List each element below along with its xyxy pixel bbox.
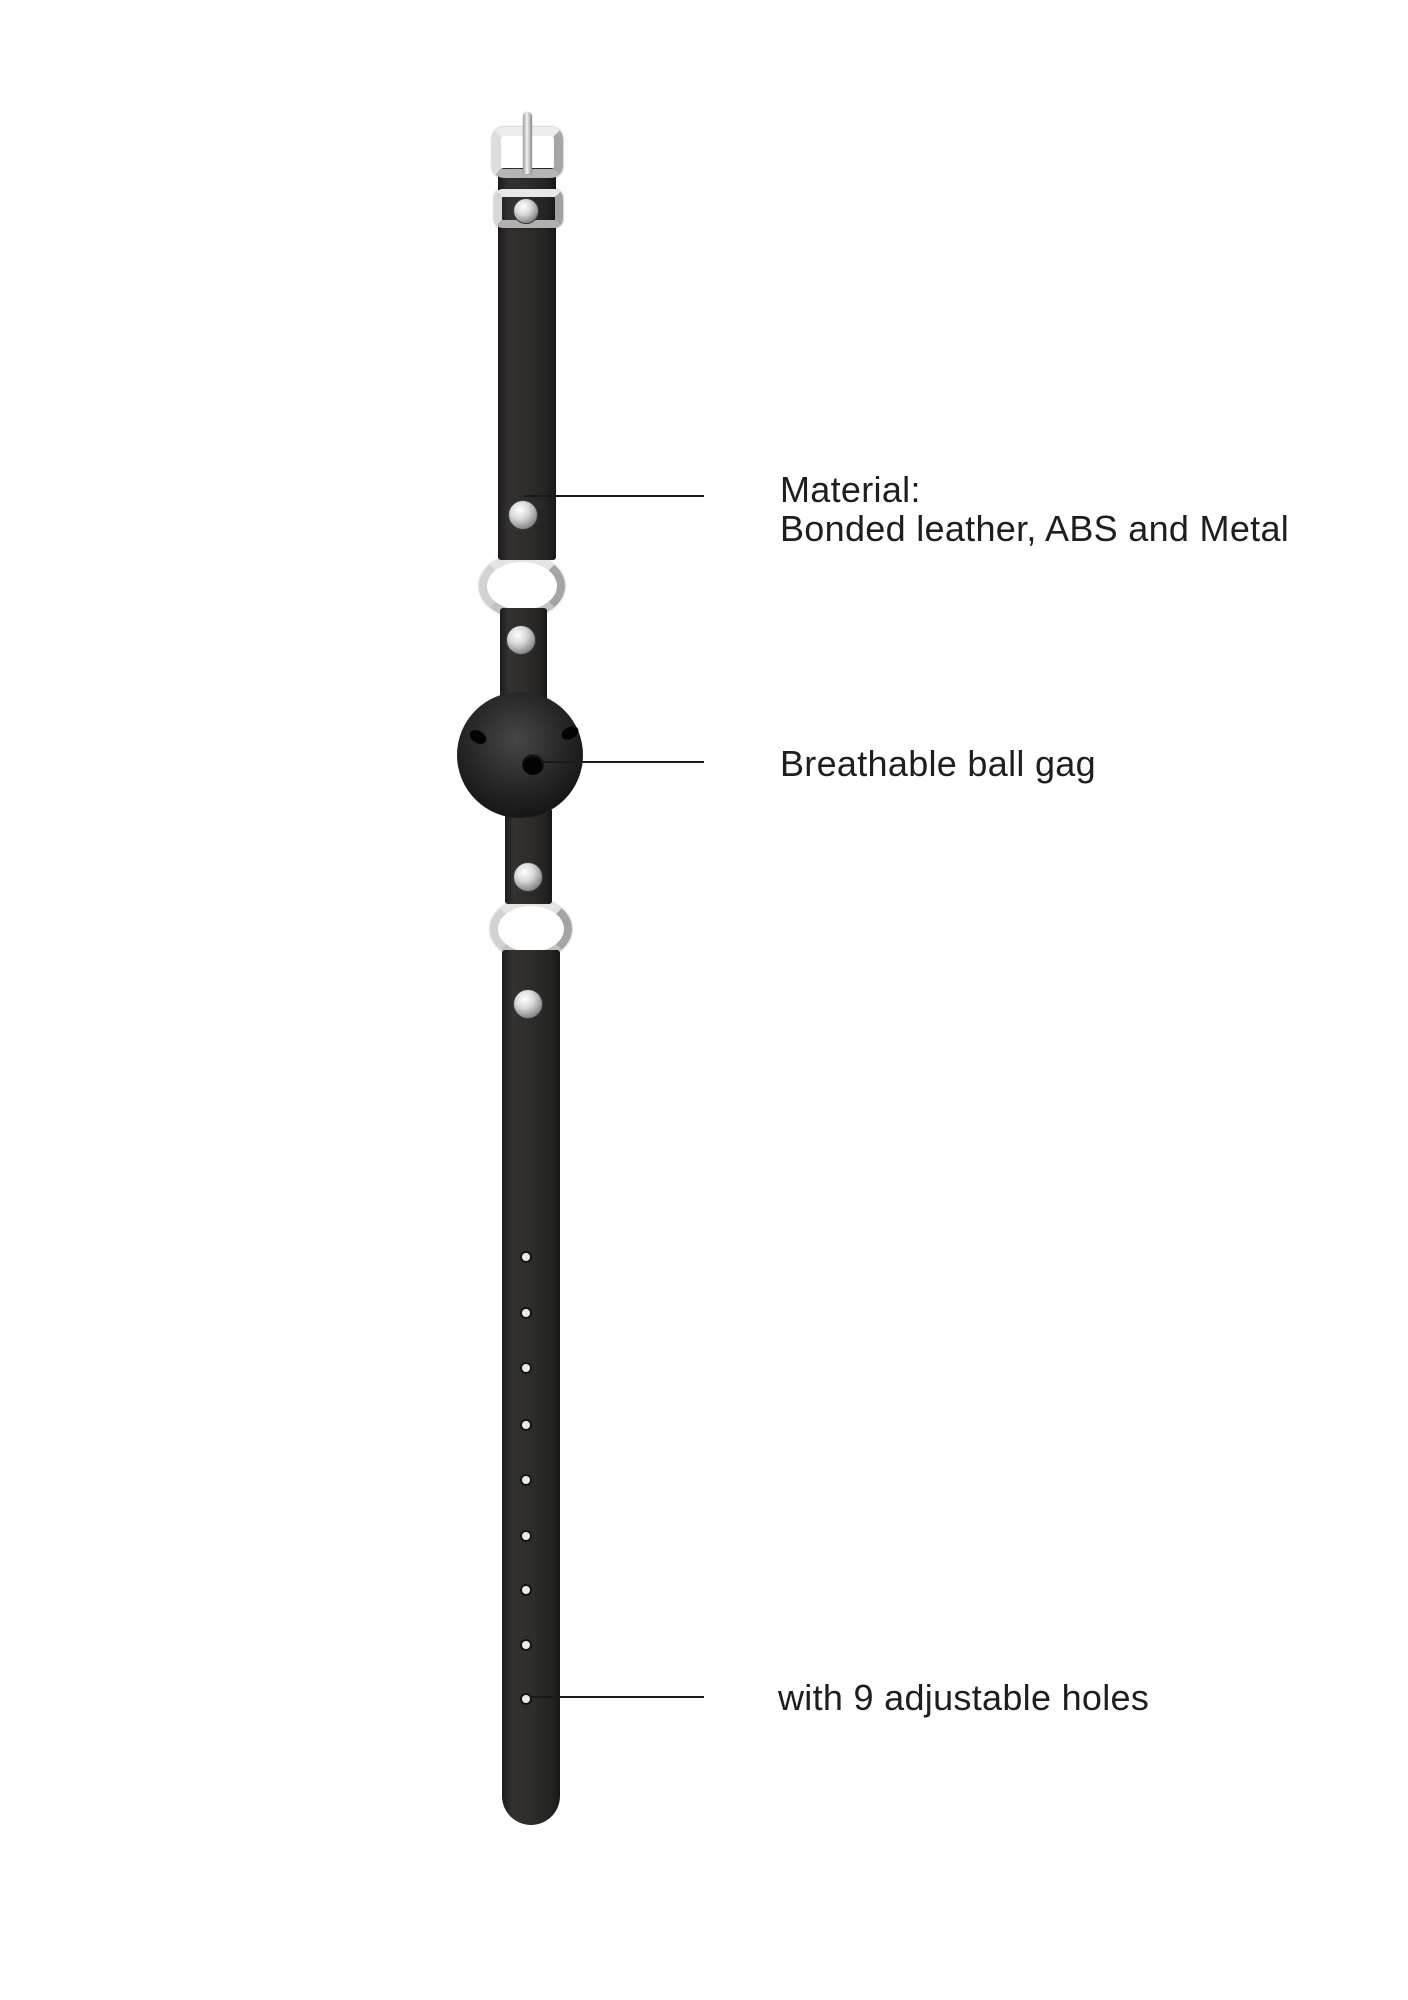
annotation-ball-gag-line1: Breathable ball gag xyxy=(780,743,1096,784)
callout-line-holes xyxy=(532,1696,704,1698)
annotation-material-line2: Bonded leather, ABS and Metal xyxy=(780,508,1290,549)
rivet xyxy=(508,500,538,530)
breathable-ball xyxy=(457,692,583,818)
rivet xyxy=(513,989,543,1019)
strap-hole xyxy=(522,1309,530,1317)
rivet xyxy=(513,862,543,892)
strap-hole xyxy=(522,1586,530,1594)
annotation-ball-gag xyxy=(780,744,1096,783)
rivet xyxy=(513,198,539,224)
strap-hole xyxy=(522,1695,530,1703)
breathing-hole xyxy=(522,754,544,775)
strap-hole xyxy=(522,1476,530,1484)
strap-hole xyxy=(522,1421,530,1429)
callout-line-ball xyxy=(541,761,704,763)
lower-strap xyxy=(502,950,560,1825)
breathing-hole xyxy=(559,723,581,742)
strap-hole xyxy=(522,1253,530,1261)
strap-hole xyxy=(522,1532,530,1540)
rivet xyxy=(506,625,536,655)
callout-line-material xyxy=(524,495,704,497)
breathing-hole xyxy=(467,727,489,747)
annotation-holes-line1: with 9 adjustable holes xyxy=(778,1677,1150,1718)
strap-hole xyxy=(522,1641,530,1649)
annotation-material xyxy=(780,470,1289,548)
upper-connector-tab xyxy=(500,608,547,703)
strap-hole xyxy=(522,1364,530,1372)
annotation-material-line1: Material: xyxy=(780,469,921,510)
annotation-holes xyxy=(778,1678,1149,1717)
buckle-prong xyxy=(523,112,532,174)
